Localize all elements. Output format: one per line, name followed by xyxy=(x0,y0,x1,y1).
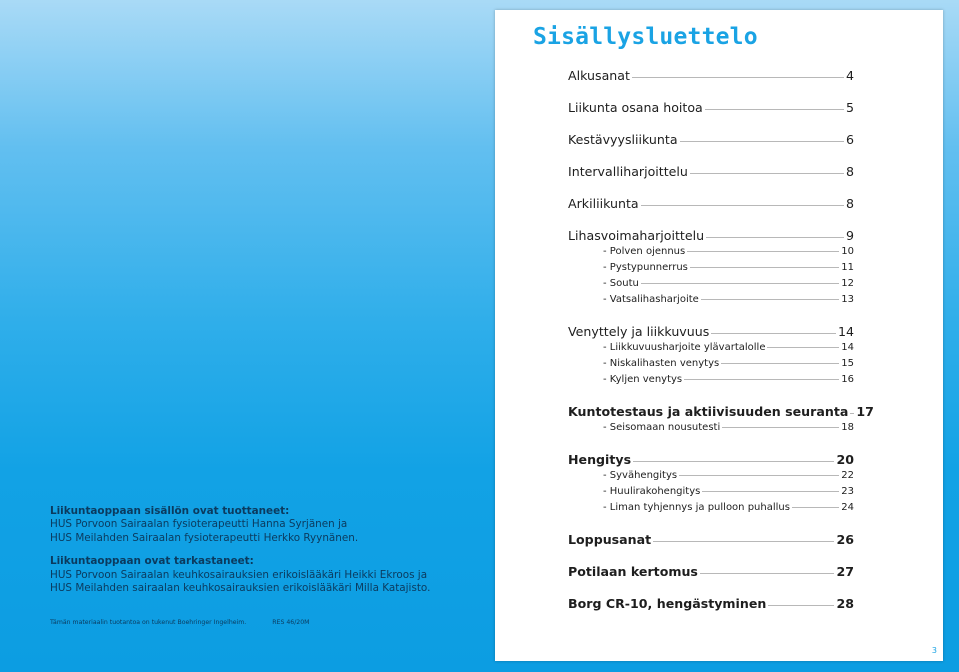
producers-line: HUS Meilahden Sairaalan fysioterapeutti Herkko Ryynänen. xyxy=(50,531,359,544)
toc-entry[interactable] xyxy=(568,532,854,548)
toc-spacer xyxy=(568,516,854,532)
toc-entry-page: 22 xyxy=(841,470,854,481)
toc-entry-label: - Liikkuvuusharjoite ylävartalolle xyxy=(603,342,766,353)
toc-leader-line xyxy=(679,475,839,476)
toc-leader-line xyxy=(690,173,844,174)
toc-entry-page: 18 xyxy=(841,422,854,433)
toc-leader-line xyxy=(633,461,834,462)
toc-leader-line xyxy=(705,109,844,110)
toc-entry-page: 6 xyxy=(845,132,854,147)
toc-entry-page: 8 xyxy=(845,196,854,211)
toc-leader-line xyxy=(701,299,839,300)
toc-entry[interactable] xyxy=(568,564,854,580)
toc-entry-label: Potilaan kertomus xyxy=(568,564,698,579)
toc-entry[interactable] xyxy=(568,68,854,84)
toc-leader-line xyxy=(711,333,836,334)
toc-entry-label: - Niskalihasten venytys xyxy=(603,358,720,369)
toc-entry-page: 12 xyxy=(841,278,854,289)
toc-entry-label: Liikunta osana hoitoa xyxy=(568,100,703,115)
toc-leader-line xyxy=(690,267,839,268)
toc-leader-line xyxy=(702,491,839,492)
toc-leader-line xyxy=(632,77,844,78)
toc-entry[interactable] xyxy=(568,228,854,244)
toc-entry-label: - Seisomaan nousutesti xyxy=(603,422,721,433)
producers-block xyxy=(50,505,440,545)
toc-leader-line xyxy=(684,379,839,380)
reviewers-block xyxy=(50,555,440,595)
toc-subentry[interactable] xyxy=(568,276,854,292)
toc-entry-page: 26 xyxy=(836,532,854,547)
toc-entry-page: 28 xyxy=(836,596,854,611)
toc-leader-line xyxy=(722,427,839,428)
toc-subentry[interactable] xyxy=(568,260,854,276)
toc-subentry[interactable] xyxy=(568,292,854,308)
toc-entry-page: 10 xyxy=(841,246,854,257)
producers-line: HUS Porvoon Sairaalan fysioterapeutti Hanna Syrjänen ja xyxy=(50,518,348,531)
table-of-contents xyxy=(568,68,874,612)
reviewers-line: HUS Porvoon Sairaalan keuhkosairauksien erikoislääkäri Heikki Ekroos ja xyxy=(50,568,428,581)
toc-subentry[interactable] xyxy=(568,340,854,356)
toc-entry[interactable] xyxy=(568,196,854,212)
page-number: 3 xyxy=(931,646,937,655)
toc-entry-label: Hengitys xyxy=(568,452,632,467)
toc-entry-label: Lihasvoimaharjoittelu xyxy=(568,228,705,243)
toc-spacer xyxy=(568,212,854,228)
toc-entry[interactable] xyxy=(568,596,854,612)
toc-leader-line xyxy=(641,205,844,206)
toc-entry-label: Kuntotestaus ja aktiivisuuden seuranta xyxy=(568,404,849,419)
toc-leader-line xyxy=(641,283,839,284)
toc-subentry[interactable] xyxy=(568,244,854,260)
toc-leader-line xyxy=(768,605,834,606)
toc-spacer xyxy=(568,116,854,132)
toc-entry-label: Arkiliikunta xyxy=(568,196,639,211)
toc-entry-label: - Liman tyhjennys ja pulloon puhallus xyxy=(603,502,790,513)
toc-entry-page: 11 xyxy=(841,262,854,273)
toc-leader-line xyxy=(653,541,834,542)
toc-entry-page: 23 xyxy=(841,486,854,497)
toc-entry-page: 8 xyxy=(845,164,854,179)
sponsor-note: Tämän materiaalin tuotantoa on tukenut Boehringer Ingelheim. xyxy=(50,619,247,626)
toc-leader-line xyxy=(767,347,839,348)
page-title: Sisällysluettelo xyxy=(533,24,758,50)
toc-entry-page: 13 xyxy=(841,294,854,305)
toc-entry[interactable] xyxy=(568,452,854,468)
toc-entry-page: 27 xyxy=(836,564,854,579)
toc-spacer xyxy=(568,84,854,100)
toc-entry-page: 14 xyxy=(837,324,854,339)
toc-entry-label: - Polven ojennus xyxy=(603,246,686,257)
reviewers-heading: Liikuntaoppaan ovat tarkastaneet: xyxy=(50,555,254,568)
toc-entry-page: 14 xyxy=(841,342,854,353)
toc-entry-page: 9 xyxy=(845,228,854,243)
sponsor-footer xyxy=(50,616,334,629)
toc-leader-line xyxy=(721,363,839,364)
toc-spacer xyxy=(568,388,854,404)
toc-entry-page: 16 xyxy=(841,374,854,385)
toc-entry-label: - Soutu xyxy=(603,278,639,289)
material-code: RES 46/20M xyxy=(272,619,310,626)
toc-spacer xyxy=(568,436,854,452)
toc-subentry[interactable] xyxy=(568,372,854,388)
toc-entry-label: Borg CR-10, hengästyminen xyxy=(568,596,767,611)
reviewers-line: HUS Meilahden sairaalan keuhkosairauksien erikoislääkäri Milla Katajisto. xyxy=(50,582,431,595)
toc-subentry[interactable] xyxy=(568,468,854,484)
toc-entry-page: 5 xyxy=(845,100,854,115)
toc-entry-page: 17 xyxy=(856,404,874,419)
toc-entry-page: 15 xyxy=(841,358,854,369)
toc-entry-label: - Pystypunnerrus xyxy=(603,262,688,273)
toc-entry[interactable] xyxy=(568,132,854,148)
toc-spacer xyxy=(568,580,854,596)
toc-entry-label: - Kyljen venytys xyxy=(603,374,683,385)
toc-entry[interactable] xyxy=(568,164,854,180)
toc-entry-label: - Syvähengitys xyxy=(603,470,678,481)
toc-entry-label: Venyttely ja liikkuvuus xyxy=(568,324,710,339)
toc-leader-line xyxy=(706,237,844,238)
toc-spacer xyxy=(568,180,854,196)
toc-subentry[interactable] xyxy=(568,356,854,372)
toc-leader-line xyxy=(700,573,835,574)
toc-spacer xyxy=(568,148,854,164)
toc-leader-line xyxy=(792,507,839,508)
toc-leader-line xyxy=(687,251,839,252)
toc-leader-line xyxy=(680,141,844,142)
contents-page xyxy=(495,10,943,661)
toc-subentry[interactable] xyxy=(568,500,854,516)
toc-spacer xyxy=(568,548,854,564)
toc-entry-label: Intervalliharjoittelu xyxy=(568,164,688,179)
toc-entry-label: Alkusanat xyxy=(568,68,630,83)
toc-entry-label: Kestävyysliikunta xyxy=(568,132,678,147)
toc-entry-label: Loppusanat xyxy=(568,532,652,547)
toc-entry[interactable] xyxy=(568,324,854,340)
toc-entry-label: - Vatsalihasharjoite xyxy=(603,294,699,305)
toc-entry[interactable] xyxy=(568,404,874,420)
toc-leader-line xyxy=(850,413,854,414)
toc-subentry[interactable] xyxy=(568,420,854,436)
producers-heading: Liikuntaoppaan sisällön ovat tuottaneet: xyxy=(50,505,290,517)
toc-subentry[interactable] xyxy=(568,484,854,500)
toc-spacer xyxy=(568,308,854,324)
toc-entry-label: - Huulirakohengitys xyxy=(603,486,701,497)
toc-entry-page: 20 xyxy=(836,452,854,467)
toc-entry[interactable] xyxy=(568,100,854,116)
toc-entry-page: 24 xyxy=(841,502,854,513)
credits-panel xyxy=(50,505,440,626)
toc-entry-page: 4 xyxy=(845,68,854,83)
